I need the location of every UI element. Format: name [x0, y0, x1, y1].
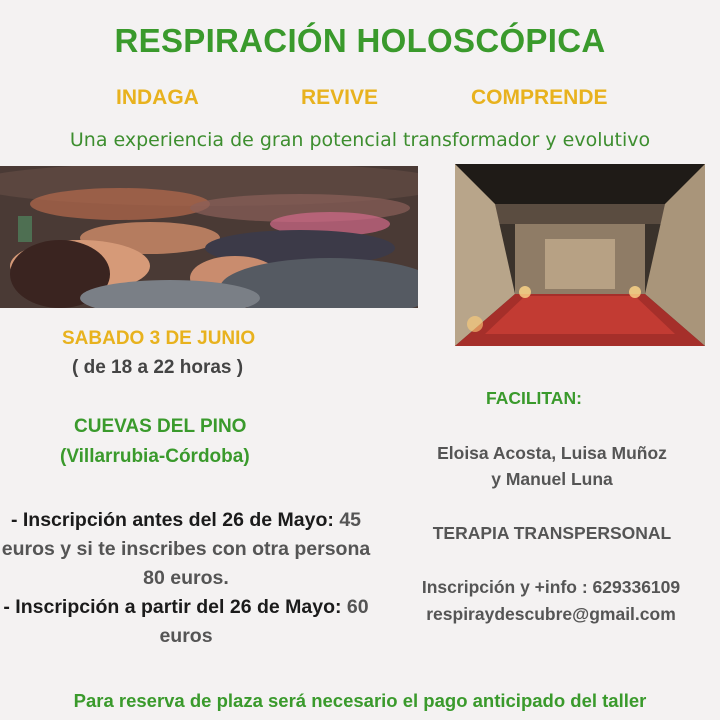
- contact-phone: Inscripción y +info : 629336109: [421, 577, 681, 597]
- keyword-comprende: COMPRENDE: [471, 86, 608, 109]
- cave-illustration: [455, 164, 705, 346]
- event-location: (Villarrubia-Córdoba): [60, 446, 250, 467]
- footer-note: Para reserva de plaza será necesario el pago anticipado del taller: [73, 690, 647, 711]
- contact-email: respiraydescubre@gmail.com: [426, 604, 676, 624]
- late-fee-price: 60 euros: [159, 596, 369, 647]
- late-fee-label: - Inscripción a partir del 26 de Mayo:: [3, 596, 342, 618]
- early-fee-label: - Inscripción antes del 26 de Mayo:: [10, 509, 334, 531]
- facilitators-names: Eloisa Acosta, Luisa Muñoz: [437, 443, 667, 463]
- people-breathing-photo: [0, 166, 418, 308]
- people-breathing-illustration: [0, 166, 418, 308]
- fees-block: [0, 506, 372, 651]
- keyword-indaga: INDAGA: [116, 86, 199, 109]
- facilitators-names-cont: y Manuel Luna: [491, 469, 613, 489]
- facilitators-heading: FACILITAN:: [486, 388, 582, 408]
- keyword-revive: REVIVE: [301, 86, 379, 109]
- event-venue: CUEVAS DEL PINO: [74, 416, 247, 437]
- cave-interior-photo: [455, 164, 705, 346]
- early-fee-price: 45 euros y si te inscribes con otra persona 80 euros.: [1, 509, 371, 589]
- event-hours: ( de 18 a 22 horas ): [72, 357, 244, 378]
- event-date: SABADO 3 DE JUNIO: [62, 328, 256, 349]
- poster-title: RESPIRACIÓN HOLOSCÓPICA: [114, 22, 606, 59]
- discipline-label: TERAPIA TRANSPERSONAL: [432, 523, 672, 543]
- poster-subtitle: Una experiencia de gran potencial transformador y evolutivo: [69, 129, 651, 151]
